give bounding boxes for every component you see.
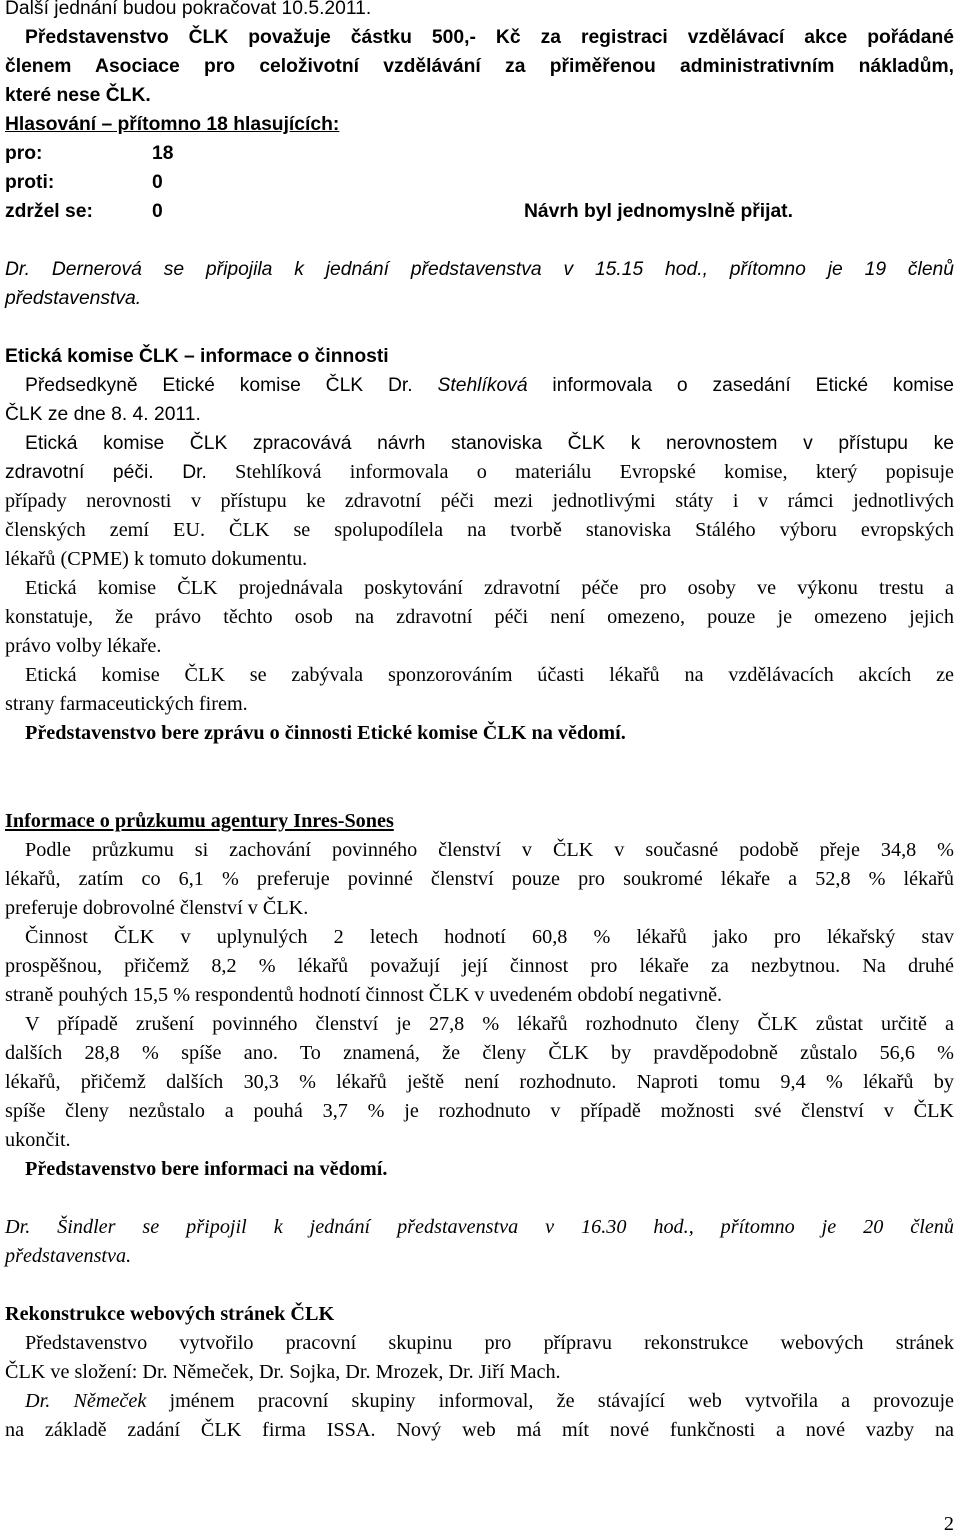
ethics-paragraph-line: Etická komise ČLK se zabývala sponzorováním účasti lékařů na vzdělávacích akcích ze — [25, 664, 954, 686]
fee-paragraph-line: Představenstvo ČLK považuje částku 500,- Kč za registraci vzdělávací akce pořádané — [25, 27, 954, 48]
vote-against-label: proti: — [5, 172, 55, 193]
web-paragraph-line — [5, 1387, 954, 1416]
ethics-paragraph-line: konstatuje, že právo těchto osob na zdravotní péči není omezeno, pouze je omezeno jejich — [5, 606, 954, 628]
arrival-note-line: představenstva. — [5, 1245, 132, 1267]
survey-paragraph-line: lékařů, přičemž dalších 30,3 % lékařů ještě není rozhodnuto. Naproti tomu 9,4 % lékařů by — [5, 1071, 954, 1093]
web-name-italic: Dr. Němeček — [25, 1390, 147, 1412]
vote-result: Návrh byl jednomyslně přijat. — [524, 201, 793, 222]
web-paragraph-line: ČLK ve složení: Dr. Němeček, Dr. Sojka, Dr. Mrozek, Dr. Jiří Mach. — [5, 1361, 561, 1383]
survey-heading: Informace o průzkumu agentury Inres-Sones — [5, 810, 394, 832]
vote-for-value: 18 — [152, 143, 174, 164]
ethics-resolution: Představenstvo bere zprávu o činnosti Etické komise ČLK na vědomí. — [25, 722, 626, 744]
fee-paragraph-line: které nese ČLK. — [5, 85, 151, 106]
ethics-name-italic: Stehlíková — [437, 375, 528, 396]
ethics-text: Předsedkyně Etické komise ČLK Dr. — [25, 375, 413, 396]
vote-abstain-row — [5, 197, 954, 226]
survey-paragraph-line: preferuje dobrovolné členství v ČLK. — [5, 897, 309, 919]
web-paragraph-line: Představenstvo vytvořilo pracovní skupinu pro přípravu rekonstrukce webových stránek — [25, 1332, 954, 1354]
ethics-paragraph-line: lékařů (CPME) k tomuto dokumentu. — [5, 548, 308, 570]
continuation-note: Další jednání budou pokračovat 10.5.2011. — [5, 0, 372, 19]
ethics-paragraph-line — [5, 458, 954, 487]
survey-paragraph-line: prospěšnou, přičemž 8,2 % lékařů považují její činnost pro lékaře za nezbytnou. Na druhé — [5, 955, 954, 977]
vote-for-row — [5, 139, 954, 168]
vote-against-row — [5, 168, 954, 197]
ethics-text: Stehlíková informovala o materiálu Evropské komise, který popisuje — [235, 461, 955, 483]
ethics-paragraph-line: případy nerovnosti v přístupu ke zdravotní péči mezi jednotlivými státy i v rámci jednotlivých — [5, 490, 954, 512]
ethics-paragraph-line: právo volby lékaře. — [5, 635, 162, 657]
survey-paragraph-line: lékařů, zatím co 6,1 % preferuje povinné členství pouze pro soukromé lékaře a 52,8 % lékařů — [5, 868, 954, 890]
web-text: jménem pracovní skupiny informoval, že stávající web vytvořila a provozuje — [169, 1390, 955, 1412]
vote-abstain-label: zdržel se: — [5, 201, 93, 222]
survey-paragraph-line: Podle průzkumu si zachování povinného členství v ČLK v současné podobě přeje 34,8 % — [25, 839, 954, 861]
ethics-text: informovala o zasedání Etické komise — [552, 375, 955, 396]
survey-paragraph-line: spíše členy nezůstalo a pouhá 3,7 % je rozhodnuto v případě možnosti své členství v ČLK — [5, 1100, 954, 1122]
vote-for-label: pro: — [5, 143, 43, 164]
vote-against-value: 0 — [152, 172, 163, 193]
ethics-text: zdravotní péči. Dr. — [5, 462, 207, 483]
survey-paragraph-line: dalších 28,8 % spíše ano. To znamená, že členy ČLK by pravděpodobně zůstalo 56,6 % — [5, 1042, 954, 1064]
page-number: 2 — [943, 1513, 954, 1535]
ethics-paragraph-line: strany farmaceutických firem. — [5, 693, 248, 715]
ethics-paragraph-line: členských zemí EU. ČLK se spolupodílela na tvorbě stanoviska Stálého výboru evropských — [5, 519, 954, 541]
web-heading: Rekonstrukce webových stránek ČLK — [5, 1303, 335, 1325]
survey-paragraph-line: V případě zrušení povinného členství je 27,8 % lékařů rozhodnuto členy ČLK zůstat určitě a — [25, 1013, 954, 1035]
ethics-heading: Etická komise ČLK – informace o činnosti — [5, 346, 389, 367]
arrival-note-line: představenstva. — [5, 288, 142, 309]
web-paragraph-line: na základě zadání ČLK firma ISSA. Nový web má mít nové funkčnosti a nové vazby na — [5, 1419, 954, 1441]
ethics-paragraph-line: Etická komise ČLK zpracovává návrh stanoviska ČLK k nerovnostem v přístupu ke — [25, 433, 954, 454]
ethics-paragraph-line: ČLK ze dne 8. 4. 2011. — [5, 404, 201, 425]
vote-title: Hlasování – přítomno 18 hlasujících: — [5, 114, 340, 135]
ethics-paragraph-line — [5, 371, 954, 400]
fee-paragraph-line: členem Asociace pro celoživotní vzdělávání za přiměřenou administrativním nákladům, — [5, 56, 954, 77]
vote-abstain-value: 0 — [152, 201, 163, 222]
ethics-paragraph-line: Etická komise ČLK projednávala poskytování zdravotní péče pro osoby ve výkonu trestu a — [25, 577, 954, 599]
survey-paragraph-line: ukončit. — [5, 1129, 71, 1151]
survey-paragraph-line: straně pouhých 15,5 % respondentů hodnotí činnost ČLK v uvedeném období negativně. — [5, 984, 723, 1006]
arrival-note-line: Dr. Šindler se připojil k jednání představenstva v 16.30 hod., přítomno je 20 členů — [5, 1216, 954, 1238]
survey-resolution: Představenstvo bere informaci na vědomí. — [25, 1158, 388, 1180]
arrival-note-line: Dr. Dernerová se připojila k jednání představenstva v 15.15 hod., přítomno je 19 členů — [5, 259, 954, 280]
survey-paragraph-line: Činnost ČLK v uplynulých 2 letech hodnotí 60,8 % lékařů jako pro lékařský stav — [25, 926, 954, 948]
